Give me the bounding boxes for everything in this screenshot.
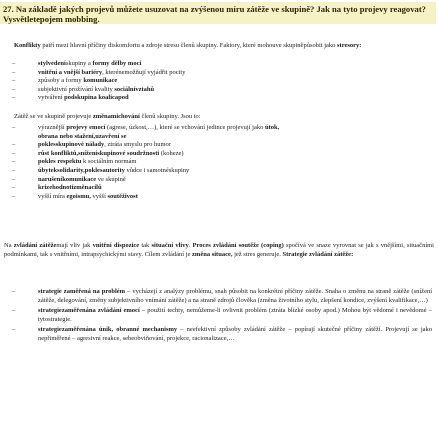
question-highlight: [0, 2, 436, 24]
list-item: – poklesskupinové nálady, ztráta smyslu pro humor: [12, 141, 171, 149]
coping-paragraph: Na zvládání zátěžemají vliv jak vnitřní dispozice tak situační vlivy. Proces zvládání soutěže (coping) spočívá ve snaze vyrovnat se jak s vnějšími, situačními podmínkami, tak s vnitřními, intrapsychickými stavy. Cílem zvládání je změna situace, jež stres generuje. Strategie zvládání zátěže:: [4, 242, 434, 258]
list-item: – výraznější projevy emocí (agrese, úzkost,…), které se vchování jedince projevují jako útok,: [12, 124, 280, 131]
list-item: – strategiezaměřenána zvládání emocí – použití techty, nemůžeme-li ovlivnit problém (ztráta blízké osoby apod.) Mohou být vědomé i nevědomé – tytostrategie.: [12, 307, 432, 323]
list-item: – krizehodnotízměnacílů: [12, 184, 102, 192]
list-item: – vytváření podskupina koalicapod: [12, 94, 129, 102]
conflicts-paragraph: [14, 42, 434, 51]
stress-signs-list: [12, 124, 433, 201]
conflicts-term: Konflikty: [14, 42, 41, 49]
list-item: – subjektivní prožívání kvality sociálnívztahů: [12, 85, 155, 93]
stressors-term: stresory:: [337, 42, 362, 49]
coping-strategies-list: [12, 288, 433, 344]
list-item: – úbyteksolidarity,poklesautority vůdce i samotnéskupiny: [12, 166, 190, 174]
conflicts-text: patří mezi hlavní příčiny diskomfortu a zdroje stresu členů skupiny. Faktory, které mohouve skupiněpůsobit jako: [40, 42, 338, 49]
list-item: – pokles respektu k sociálním normám: [12, 158, 137, 166]
list-item: – narušeníkomunikace ve skupině: [12, 175, 126, 183]
list-item: – růst konfliktů,sníženískupinové soudržnosti (koheze): [12, 149, 184, 157]
list-item-continuation: obrana nebo stažení,uzavření se: [38, 132, 127, 140]
list-item: – způsoby a formy komunikace: [12, 77, 118, 85]
list-item: – strategie zaměřená na problém – vycházejí z analýzy problému, snah působit na konkrétní příčiny zátěže. Snaha o změnu na straně zátěže (snížení zátěže, delegování, změny subjektivního vnímání zátěže) a na straně zdrojů člověka (změna životního stylu, zlepšení kondice, zvýšení kvalifikace,…): [12, 288, 433, 304]
list-item: – vnitřní a vnější bariéry, kterénemožňují vyjádřit pocity: [12, 68, 186, 76]
list-item: – strategiezaměřenána únik, obranné mechanismy – neefektivní způsoby zvládání zátěže – popírají skutečné příčiny zátěží. Projevují se jako nepřiměřené – agresivní reakce, sebeobviňování, projekce, racionalizace,…: [12, 326, 433, 342]
stressors-list: [12, 60, 428, 103]
list-item: – stylvedenískupiny a formy dělby moci: [12, 60, 142, 67]
list-item: – vyšší míra egoismu, vyšší soutěživost: [12, 192, 138, 200]
question-title: 27. Na základě jakých projevů můžete usuzovat na zvýšenou míru zátěže ve skupině? Jak na tyto projevy reagovat? Vysvětletepojem mobbing.: [3, 4, 426, 24]
stress-lead: Zátěž se ve skupině projevuje změnamichování členů skupiny. Jsou to:: [14, 113, 201, 120]
